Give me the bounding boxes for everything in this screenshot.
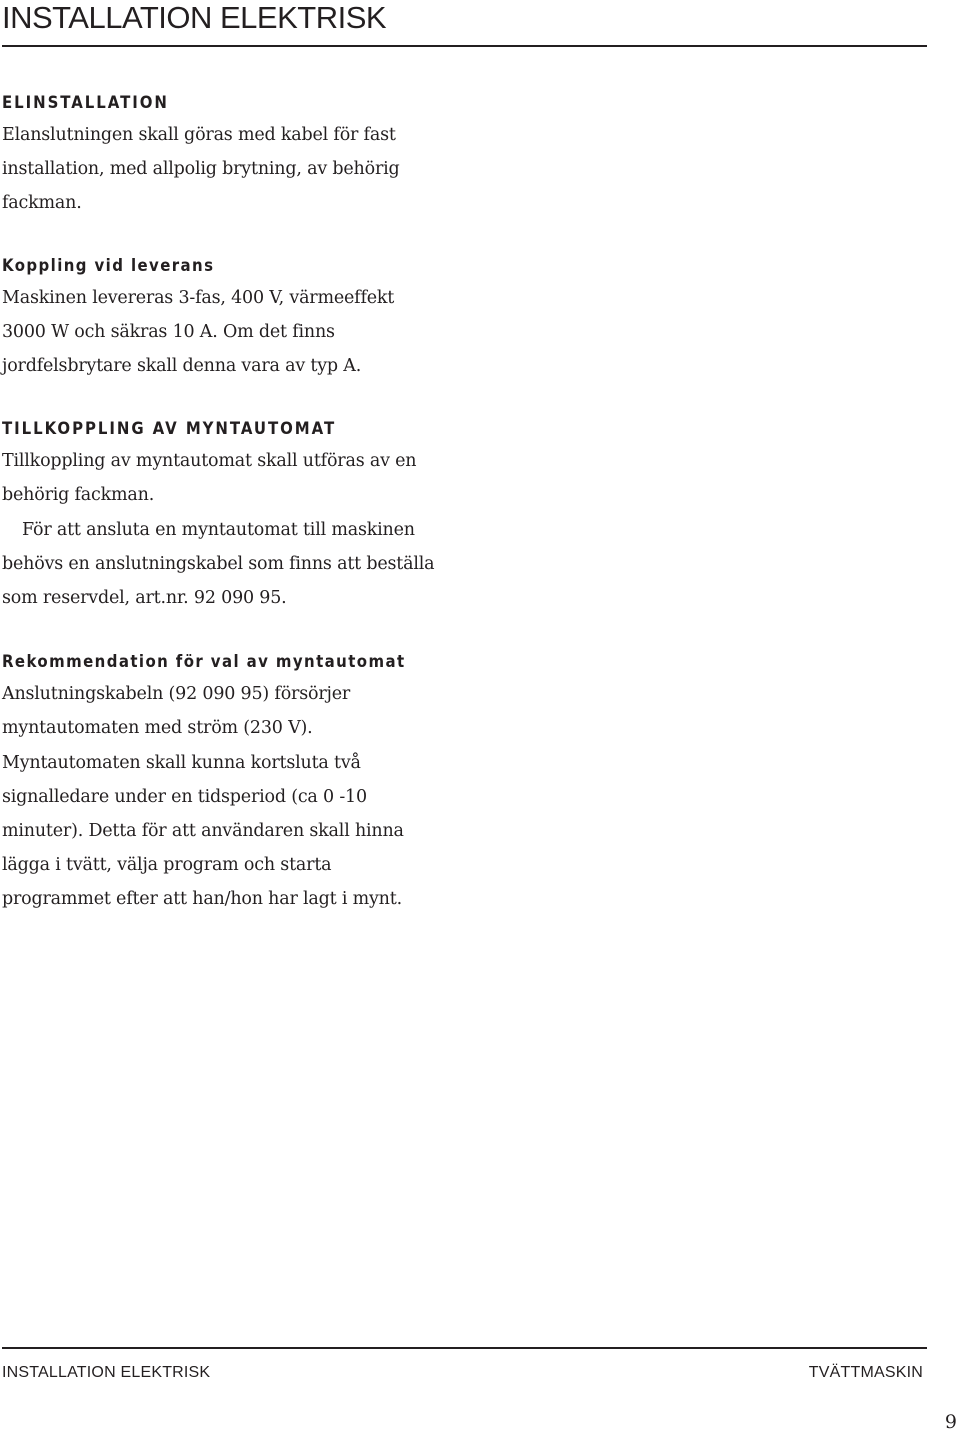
section-heading: Koppling vid leverans [2,255,215,276]
section-paragraph: Maskinen levereras 3-fas, 400 V, värmeeffekt 3000 W och säkras 10 A. Om det finns jordfelsbrytare skall denna vara av typ A. [2,287,395,377]
header-divider [2,45,927,47]
footer-divider [2,1347,927,1349]
section-rekommendation [2,649,442,916]
section-spacer [2,615,442,649]
section-spacer [2,383,442,416]
footer-product-name: TVÄTTMASKIN [808,1364,923,1381]
section-koppling-vid-leverans [2,253,442,384]
section-paragraph: Anslutningskabeln (92 090 95) försörjer myntautomaten med ström (230 V). Myntautomaten skall kunna kortsluta två signalledare under en tidsperiod (ca 0 -10 minuter). Detta för att användaren skall hinna lägga i tvätt, välja program och starta programmet efter att han/hon har lagt i mynt. [2,684,404,910]
content-column [2,90,442,917]
page-title: INSTALLATION ELEKTRISK [2,0,387,35]
section-heading: TILLKOPPLING AV MYNTAUTOMAT [2,419,337,440]
section-paragraph: Tillkoppling av myntautomat skall utföras av en behörig fackman. [2,451,417,506]
section-tillkoppling [2,416,442,615]
section-spacer [2,221,442,253]
page-number: 9 [944,1411,957,1433]
section-heading: Rekommendation för val av myntautomat [2,652,406,673]
footer-section-title: INSTALLATION ELEKTRISK [2,1364,211,1381]
section-paragraph: För att ansluta en myntautomat till maskinen behövs en anslutningskabel som finns att beställa som reservdel, art.nr. 92 090 95. [2,519,435,609]
section-elinstallation [2,90,442,221]
section-paragraph: Elanslutningen skall göras med kabel för fast installation, med allpolig brytning, av behörig fackman. [2,125,400,214]
section-heading: ELINSTALLATION [2,93,169,113]
